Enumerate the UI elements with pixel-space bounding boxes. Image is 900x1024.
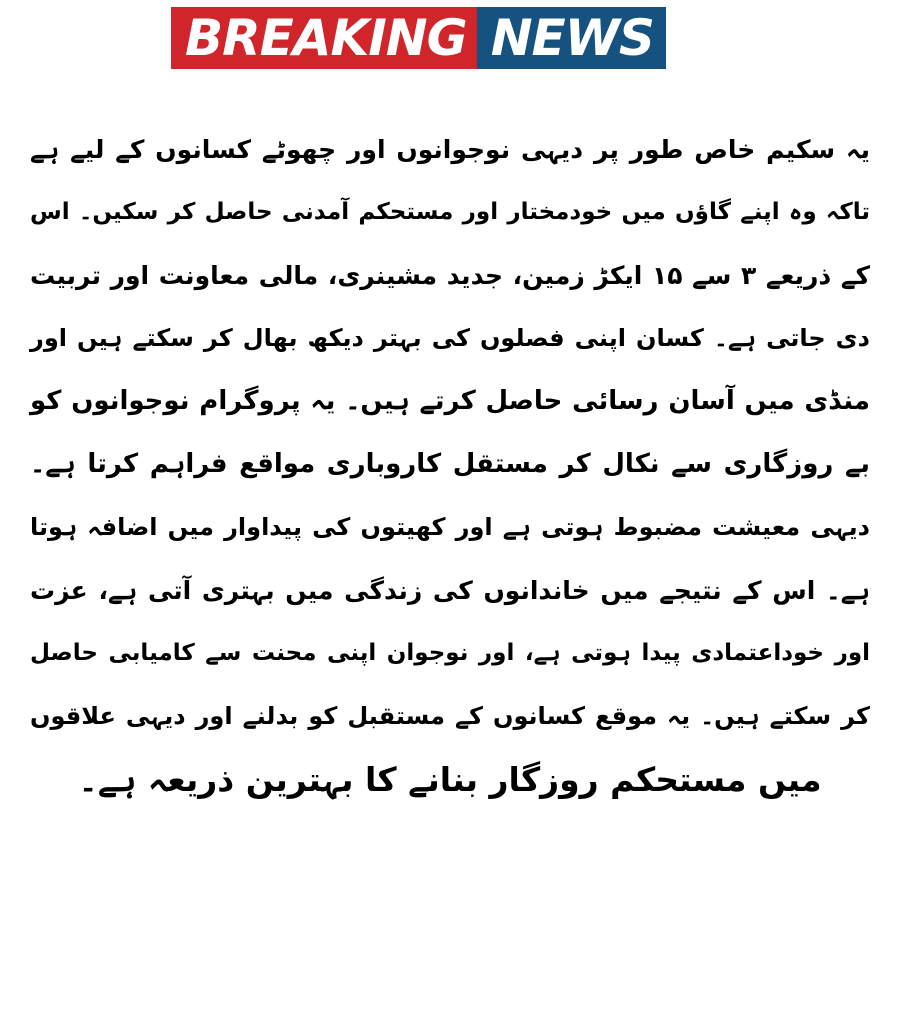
article-line: میں مستحکم روزگار بنانے کا بہترین ذریعہ ہے۔ [78,760,822,799]
article-body [30,118,870,811]
article-line: ہے۔ اس کے نتیجے میں خاندانوں کی زندگی میں بہتری آتی ہے، عزت [30,576,870,605]
article-line: بے روزگاری سے نکال کر مستقل کاروباری مواقع فراہم کرتا ہے۔ [30,449,870,479]
article-line: تاکہ وہ اپنے گاؤں میں خودمختار اور مستحکم آمدنی حاصل کر سکیں۔ اس [30,199,870,225]
article-line: کر سکتے ہیں۔ یہ موقع کسانوں کے مستقبل کو بدلنے اور دیہی علاقوں [30,702,870,730]
banner-word-news: NEWS [477,7,666,69]
breaking-news-banner [171,7,666,69]
article-line: دیہی معیشت مضبوط ہوتی ہے اور کھیتوں کی پیداوار میں اضافہ ہوتا [30,513,870,541]
banner-word-breaking: BREAKING [171,7,477,69]
article-line: دی جاتی ہے۔ کسان اپنی فصلوں کی بہتر دیکھ بھال کر سکتے ہیں اور [30,324,870,352]
article-line: منڈی میں آسان رسائی حاصل کرتے ہیں۔ یہ پروگرام نوجوانوں کو [30,386,870,416]
article-line: اور خوداعتمادی پیدا ہوتی ہے، اور نوجوان اپنی محنت سے کامیابی حاصل [30,640,870,666]
article-line: کے ذریعے ۳ سے ۱۵ ایکڑ زمین، جدید مشینری، مالی معاونت اور تربیت [30,261,871,290]
article-line: یہ سکیم خاص طور پر دیہی نوجوانوں اور چھوٹے کسانوں کے لیے ہے [30,135,870,164]
